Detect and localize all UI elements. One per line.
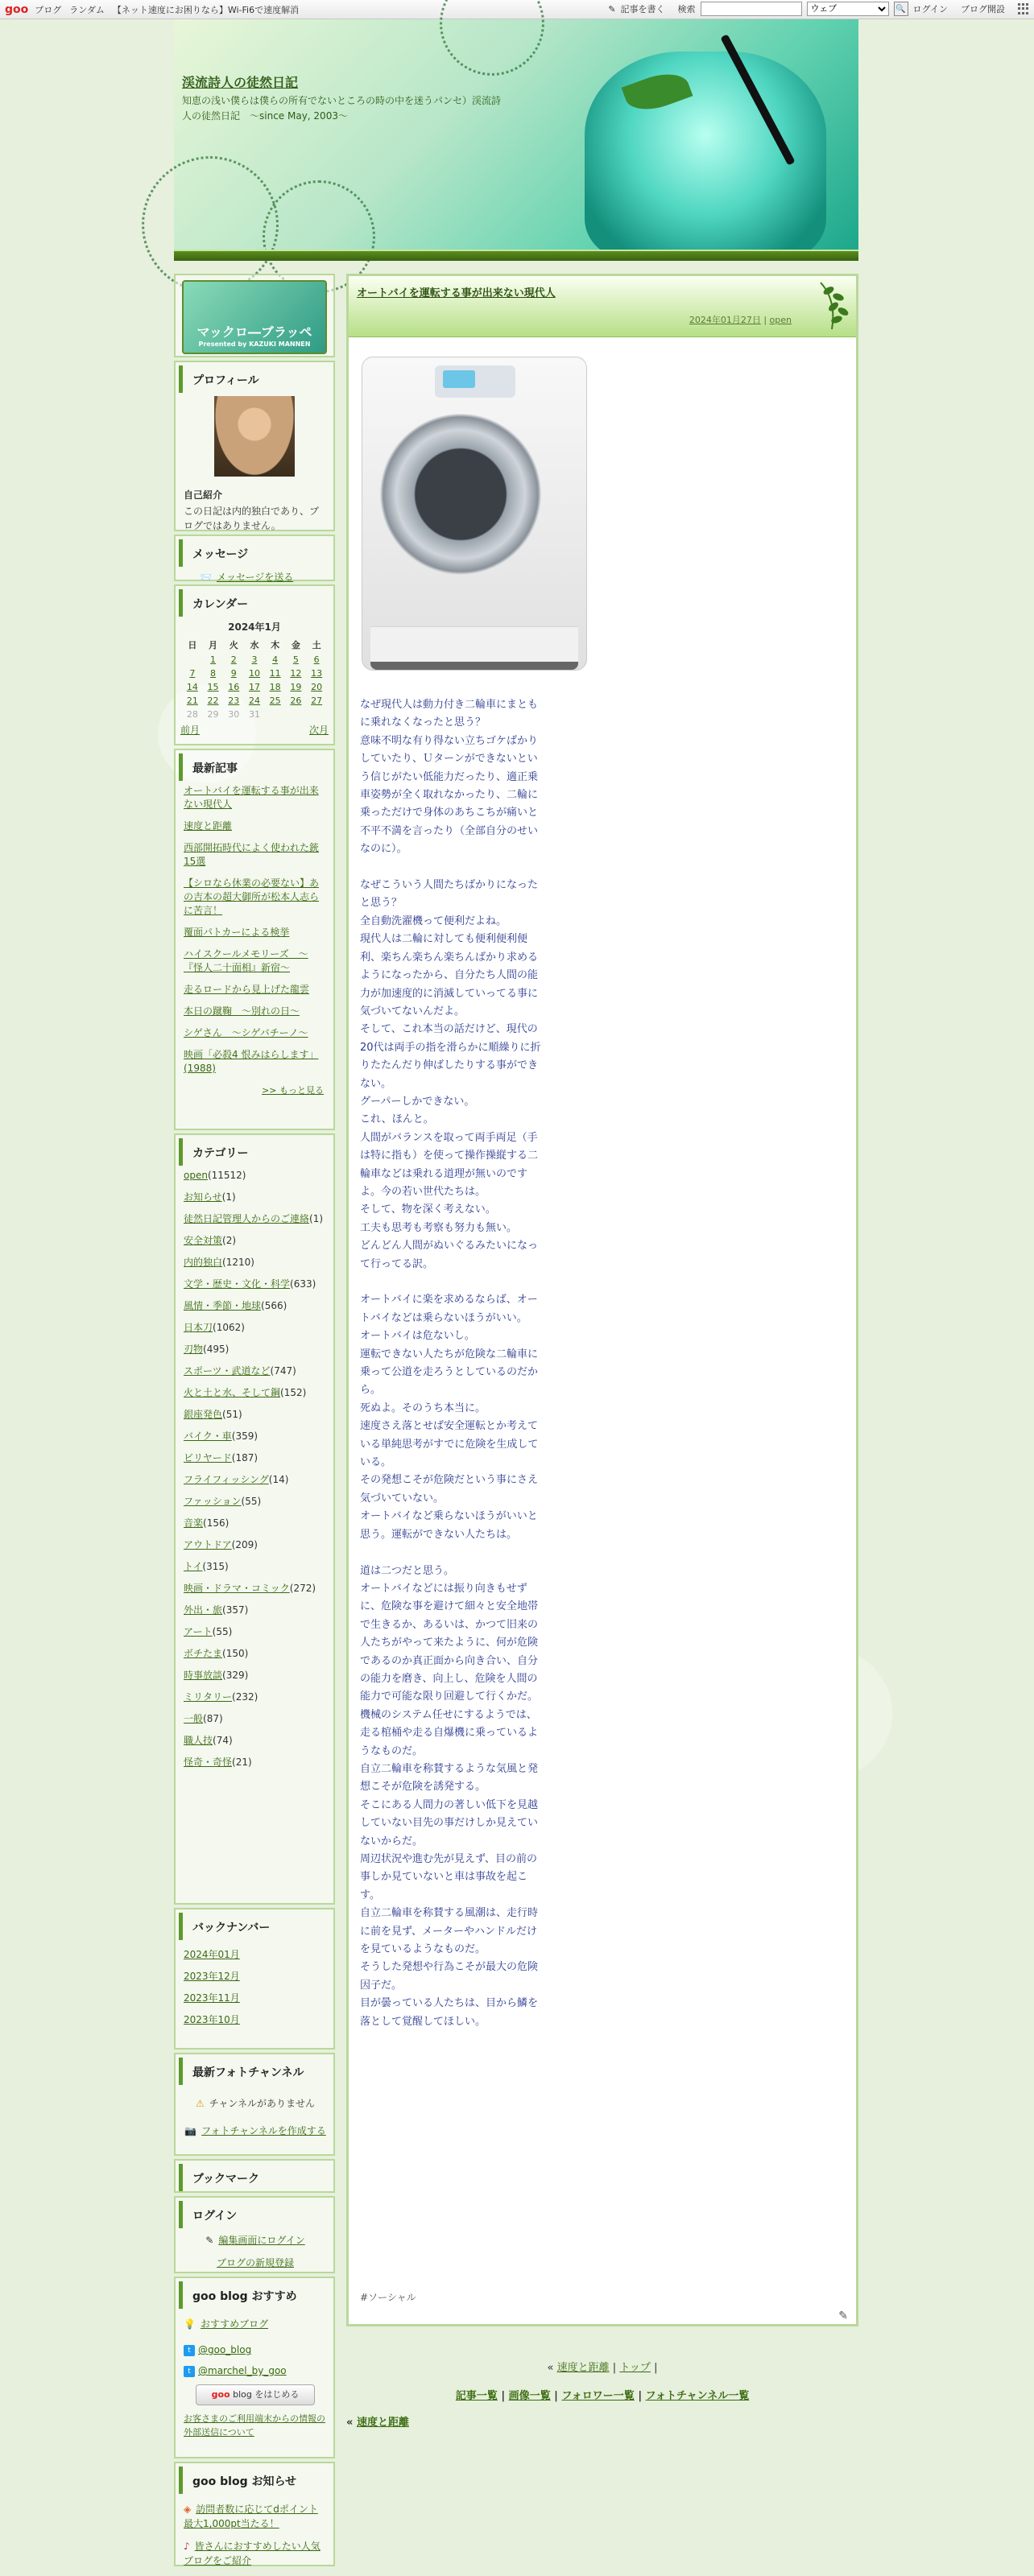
category-count: (566) — [261, 1300, 287, 1311]
calendar-month: 2024年1月 — [228, 621, 281, 633]
recent-article-link[interactable]: 速度と距離 — [184, 820, 233, 832]
weekday-label: 火 — [229, 640, 238, 650]
news-box — [174, 2462, 335, 2566]
banner-title: マックロ―ブラッペ — [196, 324, 312, 340]
calendar-day — [306, 653, 327, 667]
leaf-ornament-icon — [796, 276, 853, 332]
list-links: 記事一覧 | 画像一覧 | フォロワー一覧 | フォトチャンネル一覧 — [455, 2390, 750, 2402]
category-count: (1) — [221, 1191, 236, 1203]
recent-article-link[interactable]: オートバイを運転する事が出来ない現代人 — [184, 785, 319, 810]
category-count: (21) — [232, 1757, 252, 1768]
category-item — [184, 1669, 327, 1682]
calendar-day — [223, 653, 244, 667]
category-link[interactable]: 怪奇・奇怪 — [184, 1757, 233, 1768]
category-link[interactable]: 音楽 — [184, 1517, 204, 1529]
category-count: (209) — [231, 1539, 258, 1550]
machine-base — [370, 626, 578, 662]
mail-icon: 📨 — [200, 572, 212, 583]
category-link[interactable]: 日本刀 — [184, 1322, 213, 1333]
category-item — [184, 1495, 327, 1509]
category-link[interactable]: 刃物 — [184, 1344, 204, 1355]
banner-box — [174, 274, 335, 357]
calendar-day — [244, 653, 265, 667]
category-item — [184, 1212, 327, 1226]
recent-article-link[interactable]: 【シロなら休業の必要ない】あの吉本の超大御所が松本人志らに苦言！ — [184, 877, 320, 916]
recent-article-link[interactable]: 覆面パトカーによる検挙 — [184, 927, 290, 938]
calendar-day-link[interactable]: 8 — [210, 668, 217, 679]
calendar-day: 28 — [186, 709, 198, 720]
camera-icon: 📷 — [184, 2125, 197, 2136]
message-box — [174, 535, 335, 581]
apps-grid-icon[interactable] — [1018, 3, 1029, 14]
goo-brand: goo — [211, 2389, 230, 2400]
category-item — [184, 1169, 327, 1183]
login-heading: ログイン — [179, 2201, 333, 2228]
calendar-day-link[interactable]: 12 — [290, 668, 302, 679]
open-blog-link[interactable]: ブログ開設 — [961, 4, 1005, 14]
backnumber-link[interactable]: 2024年01月 — [184, 1949, 240, 1960]
follower-list-link[interactable]: フォロワー一覧 — [561, 2390, 635, 2402]
category-link[interactable]: 外出・旅 — [184, 1604, 223, 1616]
calendar-day-link[interactable]: 16 — [228, 682, 240, 692]
category-item — [184, 1299, 327, 1313]
calendar-day-link[interactable]: 3 — [251, 654, 258, 665]
weekday-label: 月 — [209, 640, 218, 650]
calendar-day-link[interactable]: 13 — [311, 668, 323, 679]
pencil-icon: ✎ — [608, 3, 616, 14]
calendar-day-link[interactable]: 24 — [248, 696, 260, 706]
category-link[interactable]: バイク・車 — [184, 1430, 232, 1442]
category-count: (1210) — [222, 1257, 254, 1268]
bulb-icon: 💡 — [184, 2318, 196, 2330]
edit-pencil-icon[interactable]: ✎ — [838, 2310, 848, 2322]
category-item — [184, 1191, 327, 1204]
category-item — [184, 1560, 327, 1574]
calendar-day — [265, 653, 286, 667]
register-blog-link[interactable]: ブログの新規登録 — [216, 2257, 294, 2268]
write-article-link[interactable]: 記事を書く — [620, 4, 665, 14]
category-count: (11512) — [207, 1170, 246, 1181]
backnumber-link[interactable]: 2023年10月 — [184, 2014, 240, 2025]
category-link[interactable]: open — [184, 1170, 208, 1181]
photo-channel-box — [174, 2053, 335, 2156]
category-item — [184, 1321, 327, 1335]
blog-header — [174, 19, 858, 261]
calendar-day-link[interactable]: 7 — [189, 668, 196, 679]
category-item — [184, 1364, 327, 1378]
category-link[interactable]: 職人技 — [184, 1735, 213, 1746]
calendar-day: 30 — [228, 709, 240, 720]
photo-channel-list-link[interactable]: フォトチャンネル一覧 — [645, 2390, 750, 2402]
avatar — [214, 396, 295, 477]
start-blog-button[interactable] — [196, 2384, 315, 2405]
category-count: (156) — [203, 1517, 230, 1529]
calendar-day-link[interactable]: 4 — [272, 654, 279, 665]
weekday-label: 土 — [312, 640, 321, 650]
intro-title: 自己紹介 — [184, 489, 223, 501]
category-count: (150) — [222, 1648, 249, 1659]
category-item — [184, 1690, 327, 1704]
category-count: (187) — [231, 1452, 258, 1463]
calendar-day-link[interactable]: 6 — [313, 654, 320, 665]
send-message-link[interactable]: メッセージを送る — [216, 572, 294, 583]
category-count: (2) — [222, 1235, 237, 1246]
search-scope-select[interactable] — [807, 2, 889, 16]
article-panel — [346, 274, 858, 2326]
article-paragraph: なぜこういう人間たちばかりになったと思う？ 全自動洗濯機って便利だよね。 現代人は二輪に対しても便利便利便利、楽ちん楽ちん楽ちんばかり求めるようになったから、自分たち人間の能力が加速度的に消滅していってる事に気づいてないんだよ。 そして、これ本当の話だけど、現代の20代は両手の指を滑らかに順繰りに折りたたんだり伸ばしたりする事ができない。 グーパーしかできない。 これ、ほんと。 人間がバランスを取って両手両足（手は特に指も）を使って操作操縦する二輪車などは乗れる道理が無いのですよ。今の若い世代たちは。 そして、物を深く考えない。 工夫も思考も考察も努力も無い。 どんどん人間がぬいぐるみたいになって行ってる訳。 — [360, 879, 541, 1270]
category-link[interactable]: ビリヤード — [184, 1452, 232, 1463]
calendar-day-link[interactable]: 23 — [228, 696, 240, 706]
calendar-day-link[interactable]: 14 — [186, 682, 198, 692]
category-item — [184, 1430, 327, 1443]
article-paragraph: オートバイに楽を求めるならば、オートバイなどは乗らないほうがいい。 オートバイは危ないし。 運転できない人たちが危険な二輪車に乗って公道を走ろうとしているのだから。 死ぬよ。そのうち本当に。 速度さえ落とせば安全運転とか考えている単純思考がすでに危険を生成している。 その発想こそが危険だという事にさえ気づいていない。 オートバイなど乗らないほうがいいと思う。運転ができない人たちは。 — [360, 1294, 539, 1541]
toolbar-right — [608, 2, 1029, 16]
category-link[interactable]: 徒然日記管理人からのご連絡 — [184, 1213, 310, 1224]
category-link[interactable]: 銀座発色 — [184, 1409, 223, 1420]
article-pager: « 速度と距離 | トップ | — [547, 2362, 658, 2374]
article-meta: 2024年01月27日 | open — [689, 315, 792, 325]
category-item — [184, 1582, 327, 1596]
external-transmission-link[interactable]: お客さまのご利用端末からの情報の外部送信について — [184, 2413, 325, 2438]
category-item — [184, 1625, 327, 1639]
recommend-heading: goo blog おすすめ — [179, 2281, 333, 2309]
search-input[interactable] — [701, 2, 802, 16]
calendar-next-link[interactable]: 次月 — [308, 724, 329, 736]
start-blog-button-label: blog をはじめる — [233, 2389, 300, 2400]
calendar-day-link[interactable]: 25 — [269, 696, 281, 706]
calendar-day-link[interactable]: 5 — [292, 654, 299, 665]
category-item — [184, 1408, 327, 1422]
top-link[interactable]: トップ — [619, 2362, 651, 2374]
calendar-box — [174, 584, 335, 745]
category-count: (495) — [203, 1344, 230, 1355]
calendar-day-link[interactable]: 22 — [207, 696, 219, 706]
bottom-prev: « 速度と距離 — [346, 2417, 409, 2429]
category-link[interactable]: ボチたま — [184, 1648, 223, 1659]
bookmark-box — [174, 2159, 335, 2193]
calendar-day-link[interactable]: 10 — [248, 668, 260, 679]
profile-heading: プロフィール — [179, 365, 333, 393]
twitter-icon: t — [184, 2366, 195, 2377]
create-photo-channel-link[interactable]: フォトチャンネルを作成する — [201, 2125, 326, 2136]
news-item-link[interactable]: 皆さんにおすすめしたい人気ブログをご紹介 — [184, 2541, 321, 2566]
category-count: (232) — [232, 1691, 258, 1703]
calendar-day-link[interactable]: 15 — [207, 682, 219, 692]
spacer — [360, 1544, 547, 1562]
recent-article-link[interactable]: 西部開拓時代によく使われた銃15選 — [184, 842, 320, 867]
recommend-box — [174, 2277, 335, 2458]
category-link[interactable]: 安全対策 — [184, 1235, 223, 1246]
category-count: (633) — [290, 1278, 316, 1290]
category-link[interactable]: ミリタリー — [184, 1691, 233, 1703]
article-list-link[interactable]: 記事一覧 — [455, 2390, 498, 2402]
category-item — [184, 1278, 327, 1291]
article-header — [349, 276, 856, 337]
gift-icon: ◈ — [184, 2504, 192, 2515]
category-count: (272) — [289, 1583, 316, 1594]
category-count: (152) — [280, 1387, 307, 1398]
backnumber-link[interactable]: 2023年12月 — [184, 1971, 240, 1982]
category-item — [184, 1256, 327, 1269]
note-icon: ♪ — [184, 2541, 190, 2552]
weekday-label: 日 — [188, 640, 197, 650]
machine-feet — [370, 662, 578, 670]
calendar-day-link[interactable]: 27 — [311, 696, 323, 706]
category-item — [184, 1234, 327, 1248]
category-count: (74) — [213, 1735, 233, 1746]
category-item — [184, 1386, 327, 1400]
twitter-icon: t — [184, 2345, 195, 2356]
category-link[interactable]: 映画・ドラマ・コミック — [184, 1583, 290, 1594]
toolbar-link-wifi-ad[interactable]: 【ネット速度にお困りなら】Wi-Fi6で速度解消 — [112, 4, 300, 15]
drum-door — [380, 414, 541, 575]
calendar-day-link[interactable]: 19 — [290, 682, 302, 692]
article-category-link[interactable]: open — [769, 315, 792, 325]
category-count: (14) — [268, 1474, 289, 1485]
twitter-marchel-link[interactable]: @marchel_by_goo — [198, 2365, 287, 2376]
search-icon[interactable]: 🔍 — [894, 2, 908, 16]
calendar-day: 31 — [248, 709, 260, 720]
prev-article-link[interactable]: 速度と距離 — [556, 2362, 610, 2374]
bottom-prev-article-link[interactable]: 速度と距離 — [356, 2417, 409, 2429]
photo-empty-text: チャンネルがありません — [209, 2098, 316, 2109]
photo-heading: 最新フォトチャンネル — [179, 2058, 333, 2085]
article-body — [360, 696, 547, 2031]
category-item — [184, 1538, 327, 1552]
category-item — [184, 1451, 327, 1465]
calendar-day — [286, 708, 307, 721]
category-item — [184, 1517, 327, 1530]
category-item — [184, 1647, 327, 1661]
recent-article-link[interactable]: 走るロードから見上げた龍雲 — [184, 984, 310, 995]
bookmark-heading: ブックマーク — [179, 2164, 333, 2191]
category-count: (359) — [231, 1430, 258, 1442]
category-item — [184, 1756, 327, 1769]
profile-box — [174, 361, 335, 531]
recommended-blog-link[interactable]: おすすめブログ — [200, 2318, 269, 2330]
calendar-day-link[interactable]: 18 — [269, 682, 281, 692]
category-item — [184, 1604, 327, 1617]
category-count: (329) — [222, 1670, 249, 1681]
category-link[interactable]: スポーツ・武道など — [184, 1365, 271, 1377]
calendar-day-link[interactable]: 11 — [269, 668, 281, 679]
intro-text: この日記は内的独白であり、ブログではありません。 — [184, 506, 320, 531]
category-count: (51) — [222, 1409, 242, 1420]
category-link[interactable]: フライフィッシング — [184, 1474, 269, 1485]
article-paragraph: なぜ現代人は動力付き二輪車にまともに乗れなくなったと思う？ 意味不明な有り得ない立ちゴケばかりしていたり、Ｕターンができないという信じがたい低能力だったり、適正乗車姿勢が全く取れなかったり、二輪に乗っただけで身体のあちこちが痛いと不平不満を言ったり（全部自分のせいなのに）。 — [360, 699, 539, 856]
calendar-day-link[interactable]: 17 — [248, 682, 260, 692]
category-count: (315) — [202, 1561, 229, 1572]
calendar-heading: カレンダー — [179, 589, 333, 617]
calendar-day — [286, 653, 307, 667]
washing-machine-image — [362, 357, 587, 671]
blog-banner[interactable] — [182, 280, 327, 354]
calendar-day: 29 — [207, 709, 219, 720]
category-link[interactable]: 火と土と水、そして鋼 — [184, 1387, 281, 1398]
calendar-day-link[interactable]: 2 — [230, 654, 237, 665]
lace-ornament — [440, 0, 544, 76]
category-count: (55) — [241, 1496, 262, 1507]
lace-ornament — [142, 156, 279, 293]
site-description: 知恵の浅い僕らは僕らの所有でないところの時の中を迷うパンセ）渓流詩人の徒然日記 ～since May, 2003～ — [182, 95, 502, 122]
news-heading: goo blog お知らせ — [179, 2467, 333, 2494]
category-box — [174, 1133, 335, 1905]
article-title[interactable]: オートバイを運転する事が出来ない現代人 — [357, 287, 556, 299]
spacer — [360, 859, 547, 877]
weekday-label: 金 — [291, 640, 300, 650]
category-link[interactable]: お知らせ — [184, 1191, 222, 1203]
spacer — [360, 1274, 547, 1291]
category-link[interactable]: ファッション — [184, 1496, 242, 1507]
category-link[interactable]: 文学・歴史・文化・科学 — [184, 1278, 291, 1290]
edit-login-link[interactable]: 編集画面にログイン — [218, 2235, 305, 2246]
banner-subtitle: Presented by KAZUKI MANNEN — [198, 341, 311, 348]
category-link[interactable]: 時事放談 — [184, 1670, 223, 1681]
toolbar-link-random[interactable]: ランダム — [69, 4, 105, 15]
warning-icon: ⚠ — [195, 2098, 205, 2109]
more-articles-link[interactable]: >> もっと見る — [262, 1085, 324, 1096]
category-link[interactable]: アウトドア — [184, 1539, 232, 1550]
category-count: (357) — [222, 1604, 249, 1616]
calendar-day-link[interactable]: 21 — [186, 696, 198, 706]
category-count: (1062) — [213, 1322, 245, 1333]
weekday-label: 木 — [271, 640, 280, 650]
calendar-day-link[interactable]: 9 — [230, 668, 237, 679]
image-list-link[interactable]: 画像一覧 — [508, 2390, 551, 2402]
category-link[interactable]: 内的独白 — [184, 1257, 223, 1268]
category-count: (1) — [309, 1213, 324, 1224]
calendar-day-link[interactable]: 1 — [210, 654, 217, 665]
article-paragraph: 道は二つだと思う。 オートバイなどには振り向きもせずに、危険な事を避けて細々と安全地帯で生きるか、あるいは、かつて旧来の人たちがやって来たように、何が危険であるのか真正面から向き合い、自分の能力を磨き、向上し、危険を人間の能力で可能な限り回避して行くかだ。 機械のシステム任せにするようでは、走る棺桶や走る自爆機に乗っているようなものだ。 自立二輪車を称賛するような気風と発想こそが危険を誘発する。 そこにある人間力の著しい低下を見越していない目先の事だけしか見えていないからだ。 周辺状況や進む先が見えず、目の前の事しか見ていないと車は事故を起こす。 自立二輪車を称賛する風潮は、走行時に前を見ず、メーターやハンドルだけを見ているようなものだ。 そうした発想や行為こそが最大の危険因子だ。 目が曇っている人たちは、目から鱗を落として覚醒してほしい。 — [360, 1564, 539, 2028]
goo-logo[interactable]: goo — [5, 2, 29, 16]
recent-article-link[interactable]: 本日の蹴鞠 ～別れの日～ — [184, 1005, 300, 1017]
backnumber-heading: バックナンバー — [179, 1913, 333, 1940]
recent-article-link[interactable]: シゲさん ～シゲバチーノ～ — [184, 1027, 308, 1038]
display-screen — [443, 370, 475, 388]
category-item — [184, 1712, 327, 1726]
calendar-table — [182, 637, 327, 721]
toolbar-link-blog[interactable]: ブログ — [35, 4, 62, 15]
backnumber-box — [174, 1908, 335, 2050]
category-link[interactable]: トイ — [184, 1561, 203, 1572]
category-count: (87) — [203, 1713, 223, 1724]
calendar-prev-link[interactable]: 前月 — [180, 724, 201, 736]
category-link[interactable]: 風情・季節・地球 — [184, 1300, 262, 1311]
backnumber-link[interactable]: 2023年11月 — [184, 1992, 240, 2004]
search-label: 検索 — [677, 4, 696, 14]
category-count: (747) — [270, 1365, 296, 1377]
login-box — [174, 2196, 335, 2273]
category-link[interactable]: 一般 — [184, 1713, 204, 1724]
message-heading: メッセージ — [179, 539, 333, 567]
calendar-day — [265, 708, 286, 721]
category-count: (55) — [212, 1626, 233, 1637]
article-tag[interactable]: #ソーシャル — [360, 2292, 416, 2303]
calendar-day-link[interactable]: 26 — [290, 696, 302, 706]
recent-articles-box — [174, 749, 335, 1130]
twitter-goo-blog-link[interactable]: @goo_blog — [198, 2344, 252, 2355]
recent-article-link[interactable]: 映画「必殺4 恨みはらします」(1988) — [184, 1049, 319, 1074]
site-title[interactable]: 渓流詩人の徒然日記 — [182, 75, 299, 90]
news-item-link[interactable]: 訪問者数に応じてdポイント最大1,000pt当たる！ — [184, 2504, 318, 2529]
recent-heading: 最新記事 — [179, 753, 333, 781]
calendar-day — [203, 653, 224, 667]
article-date-link[interactable]: 2024年01月27日 — [689, 315, 761, 325]
pencil-icon: ✎ — [205, 2235, 214, 2246]
login-link[interactable]: ログイン — [912, 4, 948, 14]
category-item — [184, 1734, 327, 1748]
sidebar — [174, 274, 335, 2566]
category-item — [184, 1473, 327, 1487]
weekday-label: 水 — [250, 640, 259, 650]
calendar-day — [182, 653, 203, 667]
header-divider — [174, 250, 858, 261]
calendar-day-link[interactable]: 20 — [311, 682, 323, 692]
category-link[interactable]: アート — [184, 1626, 213, 1637]
category-item — [184, 1343, 327, 1356]
category-heading: カテゴリー — [179, 1138, 333, 1166]
calendar-day — [306, 708, 327, 721]
recent-article-link[interactable]: ハイスクールメモリーズ ～『怪人二十面相』新宿～ — [184, 948, 308, 973]
